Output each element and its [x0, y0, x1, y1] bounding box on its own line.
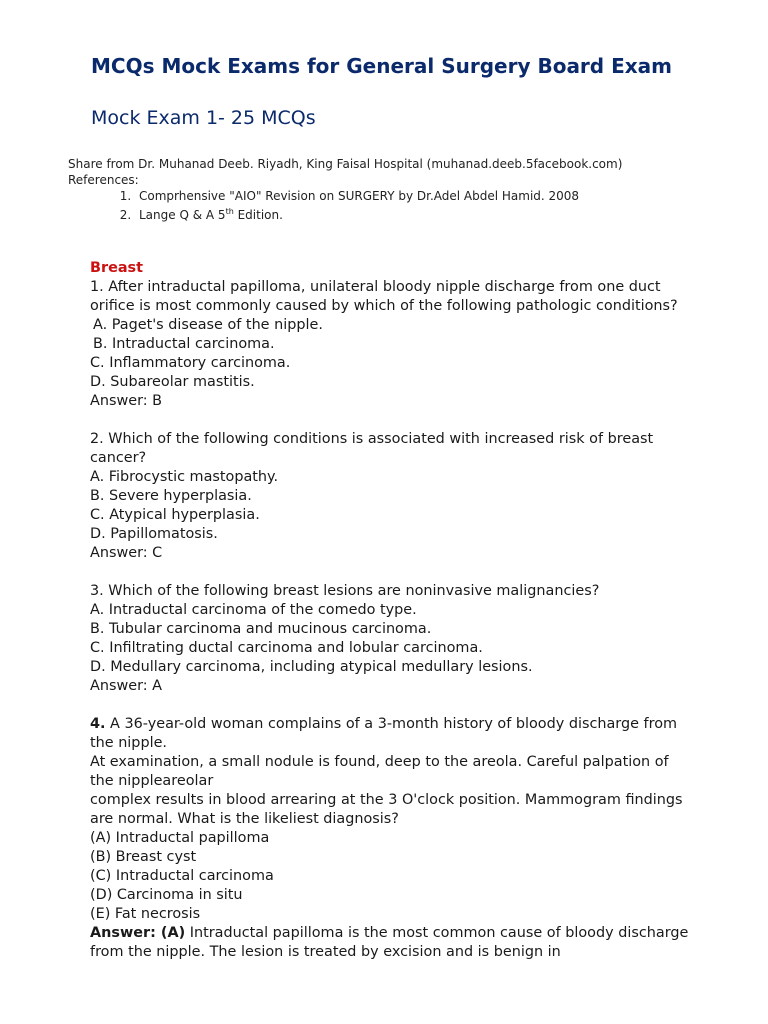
- question-text-2: At examination, a small nodule is found, deep to the areola. Careful palpation of the nippleareolar: [90, 754, 669, 789]
- option-d: D. Subareolar mastitis.: [90, 374, 255, 390]
- option-e: (E) Fat necrosis: [90, 906, 201, 922]
- reference-text-end: Edition.: [233, 208, 283, 222]
- section-heading: Breast: [90, 260, 143, 276]
- page-title: MCQs Mock Exams for General Surgery Board Exam: [91, 54, 672, 78]
- question-content: [90, 259, 690, 981]
- option-c: C. Infiltrating ductal carcinoma and lobular carcinoma.: [90, 640, 483, 656]
- option-d: (D) Carcinoma in situ: [90, 887, 243, 903]
- option-b: B. Severe hyperplasia.: [90, 488, 252, 504]
- question-text-part: A 36-year-old woman complains of a 3-month history of bloody discharge from the nipple.: [90, 716, 678, 751]
- option-a: A. Fibrocystic mastopathy.: [90, 469, 279, 485]
- option-c: C. Inflammatory carcinoma.: [90, 355, 291, 371]
- option-a: (A) Intraductal papilloma: [90, 830, 270, 846]
- question-text: 1. After intraductal papilloma, unilateral bloody nipple discharge from one duct orifice is most commonly caused by which of the following pathologic conditions?: [90, 279, 678, 314]
- question-text: 3. Which of the following breast lesions are noninvasive malignancies?: [90, 583, 600, 599]
- option-c: (C) Intraductal carcinoma: [90, 868, 274, 884]
- question-3: [90, 582, 690, 696]
- reference-item: [135, 204, 622, 223]
- reference-text: Lange Q & A 5: [139, 208, 226, 222]
- answer: Answer: B: [90, 393, 163, 409]
- references-list: [68, 188, 622, 223]
- option-a: A. Paget's disease of the nipple.: [93, 317, 323, 333]
- question-2: [90, 430, 690, 563]
- option-d: D. Papillomatosis.: [90, 526, 218, 542]
- option-b: B. Intraductal carcinoma.: [93, 336, 275, 352]
- question-1: [90, 278, 690, 411]
- option-b: (B) Breast cyst: [90, 849, 197, 865]
- answer-explanation: Intraductal papilloma is the most common cause of bloody discharge from the nipple. The lesion is treated by excision and is benign in: [90, 925, 689, 960]
- option-c: C. Atypical hyperplasia.: [90, 507, 260, 523]
- question-text: [90, 715, 690, 753]
- references-label: References:: [68, 173, 139, 187]
- answer: Answer: A: [90, 678, 163, 694]
- share-line: Share from Dr. Muhanad Deeb. Riyadh, King Faisal Hospital (muhanad.deeb.5facebook.com): [68, 157, 623, 171]
- question-text: 2. Which of the following conditions is associated with increased risk of breast cancer?: [90, 431, 654, 466]
- reference-superscript: th: [225, 207, 234, 216]
- reference-item: 1. Comprhensive "AIO" Revision on SURGERY by Dr.Adel Abdel Hamid. 2008: [135, 188, 622, 204]
- question-number: 4.: [90, 716, 106, 732]
- answer-label: Answer: (A): [90, 925, 186, 941]
- question-text-3: complex results in blood arrearing at the 3 O'clock position. Mammogram findings are normal. What is the likeliest diagnosis?: [90, 792, 683, 827]
- answer: [90, 924, 690, 962]
- option-a: A. Intraductal carcinoma of the comedo type.: [90, 602, 417, 618]
- option-b: B. Tubular carcinoma and mucinous carcinoma.: [90, 621, 432, 637]
- exam-subtitle: Mock Exam 1- 25 MCQs: [91, 107, 316, 129]
- question-4: [90, 715, 690, 962]
- answer: Answer: C: [90, 545, 163, 561]
- references-block: [68, 156, 622, 223]
- option-d: D. Medullary carcinoma, including atypical medullary lesions.: [90, 659, 533, 675]
